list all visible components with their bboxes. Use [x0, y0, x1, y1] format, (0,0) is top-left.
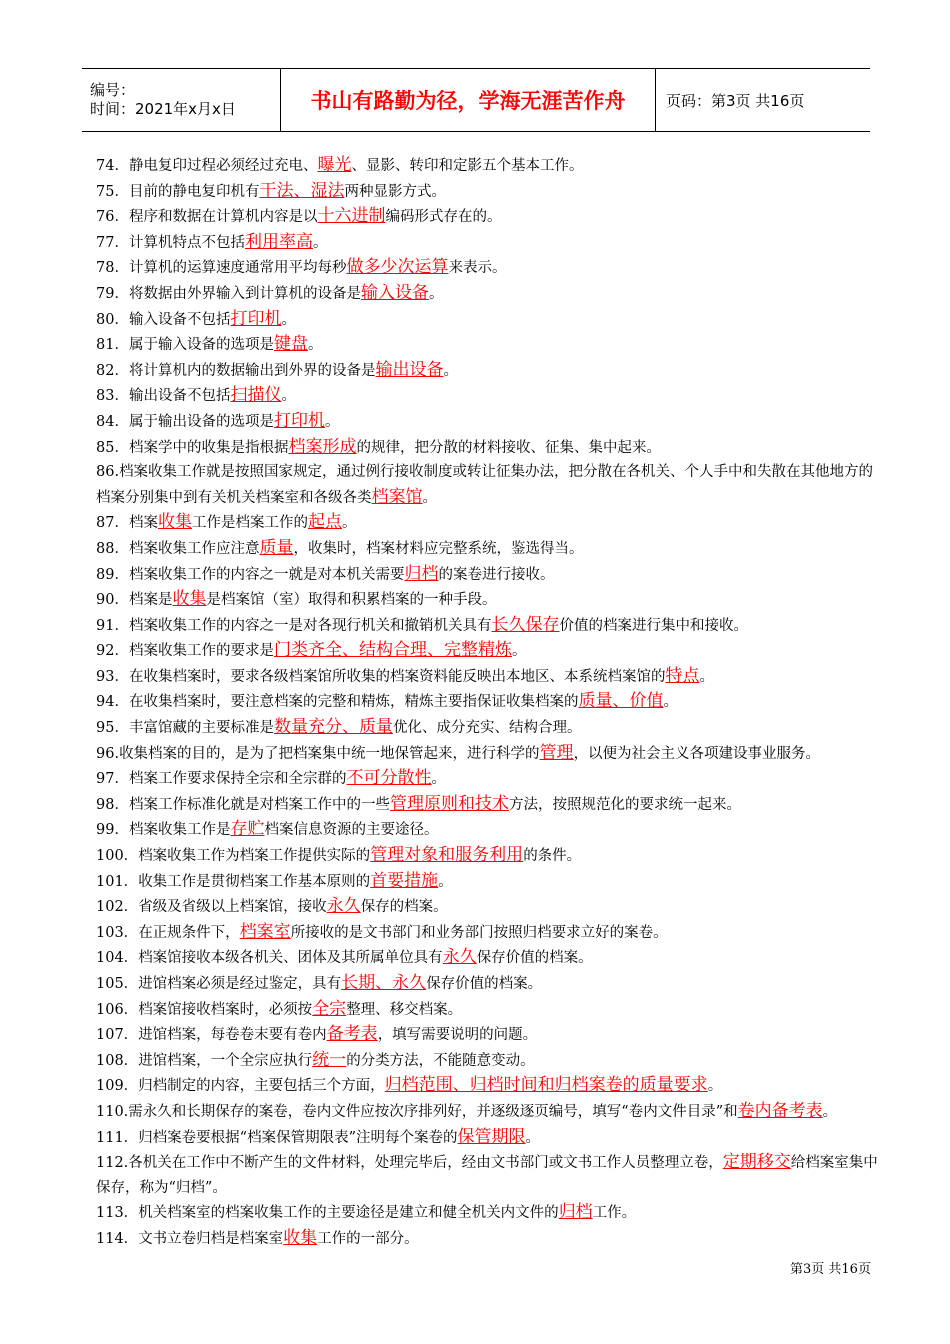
question-line [96, 332, 886, 358]
question-number: 97． [96, 771, 129, 788]
question-text: 省级及省级以上档案馆，接收 [138, 899, 327, 916]
question-text: 保存价值的档案。 [426, 976, 543, 992]
question-text: 计算机的运算速度通常用平均每秒 [128, 260, 347, 277]
answer-text: 输出设备 [375, 359, 444, 380]
question-text: 输出设备不包括 [128, 388, 231, 405]
question-line [96, 1048, 886, 1074]
answer-text: 归档范围、归档时间和归档案卷的质量要求 [384, 1075, 708, 1096]
question-text: 归档案卷要根据“档案保管期限表”注明每个案卷的 [138, 1129, 458, 1146]
answer-text: 管理原则和技术 [389, 793, 509, 814]
question-text: 两种显影方式。 [344, 183, 446, 200]
question-text: 。 [822, 1103, 838, 1120]
question-text: 在收集档案时，要注意档案的完整和精炼，精炼主要指保证收集档案的 [128, 694, 579, 711]
question-line [96, 997, 886, 1023]
question-text: 方法，按照规范化的要求统一起来。 [508, 796, 741, 813]
question-text: 收集工作是贯彻档案工作基本原则的 [138, 873, 371, 890]
answer-text: 不可分散性 [346, 768, 432, 789]
question-number: 99． [96, 822, 129, 839]
question-number: 102． [96, 899, 139, 916]
question-number: 108． [96, 1052, 139, 1069]
question-line [96, 638, 886, 664]
question-text: 的分类方法，不能随意变动。 [346, 1052, 535, 1069]
question-text: 。 [281, 388, 296, 405]
answer-text: 质量 [259, 537, 294, 558]
answer-text: 定期移交 [722, 1152, 791, 1173]
question-line [96, 869, 886, 895]
question-text: 档案收集工作的内容之一就是对本机关需要 [128, 566, 405, 583]
question-number: 95． [96, 720, 129, 737]
question-text: 整理、移交档案。 [346, 1001, 463, 1018]
question-number: 90． [96, 592, 129, 609]
answer-text: 特点 [665, 665, 700, 686]
question-number: 76． [96, 209, 129, 226]
question-number: 75． [96, 183, 129, 200]
answer-text: 卷内备考表 [737, 1100, 823, 1121]
question-number: 101． [96, 873, 139, 890]
question-number: 98． [96, 796, 129, 813]
question-number: 88． [96, 540, 129, 557]
question-number: 111． [96, 1129, 139, 1146]
question-text: 计算机特点不包括 [128, 234, 245, 251]
answer-text: 首要措施 [370, 870, 439, 891]
page-header [82, 68, 870, 132]
question-text: 保存价值的档案。 [476, 950, 593, 967]
question-text: 丰富馆藏的主要标准是 [128, 720, 274, 737]
question-text: 目前的静电复印机有 [128, 183, 260, 200]
question-text: 。 [324, 413, 340, 430]
question-list [96, 153, 886, 1252]
question-line [96, 179, 886, 205]
answer-text: 打印机 [230, 308, 282, 329]
question-line [96, 792, 886, 818]
question-line [96, 281, 886, 307]
question-text: ，收集时，档案材料应完整系统，鉴选得当。 [293, 540, 584, 557]
answer-text: 数量充分、质量 [273, 717, 393, 738]
question-line [96, 383, 886, 409]
question-line [96, 894, 886, 920]
question-line [96, 945, 886, 971]
question-text: 档案信息资源的主要途径。 [264, 822, 439, 839]
question-text: 文书立卷归档是档案室 [138, 1230, 284, 1247]
question-text: 档案工作要求保持全宗和全宗群的 [128, 771, 347, 788]
question-text: 的规律，把分散的材料接收、征集、集中起来。 [356, 439, 661, 456]
answer-text: 长期、永久 [341, 973, 427, 993]
question-text: 档案学中的收集是指根据 [128, 439, 289, 456]
question-text: 工作的一部分。 [317, 1230, 419, 1247]
question-number: 89． [96, 566, 129, 583]
answer-text: 永久 [442, 947, 477, 968]
question-line [96, 307, 886, 333]
question-line [96, 715, 886, 741]
question-text: 档案馆接收本级各机关、团体及其所属单位具有 [138, 950, 443, 967]
question-text: 档案是 [128, 592, 173, 609]
question-line [96, 1200, 886, 1226]
question-line [96, 689, 886, 715]
question-text: 、显影、转印和定影五个基本工作。 [351, 158, 584, 174]
answer-text: 收集 [157, 512, 192, 533]
answer-text: 做多少次运算 [346, 257, 449, 278]
question-text: 编码形式存在的。 [385, 209, 502, 226]
question-text: 所接收的是文书部门和业务部门按照归档要求立好的案卷。 [290, 924, 668, 941]
question-number: 107． [96, 1027, 139, 1044]
question-line [96, 153, 886, 179]
question-text: 程序和数据在计算机内容是以 [128, 209, 318, 226]
question-line [96, 664, 886, 690]
question-text: 档案收集工作应注意 [128, 540, 260, 557]
question-text: 。 [438, 873, 453, 890]
answer-text: 输入设备 [360, 282, 429, 303]
question-line [96, 255, 886, 281]
question-number: 85． [96, 439, 129, 456]
question-text: 优化、成分充实、结构合理。 [392, 720, 582, 737]
question-line [96, 741, 886, 767]
question-number: 82． [96, 362, 129, 379]
question-number: 114． [96, 1230, 139, 1247]
question-text: 输入设备不包括 [128, 311, 231, 328]
question-text: 将计算机内的数据输出到外界的设备是 [128, 362, 376, 379]
question-line [96, 920, 886, 946]
answer-text: 归档 [558, 1202, 593, 1223]
question-number: 79． [96, 285, 129, 302]
question-line [96, 1022, 886, 1048]
question-text: 属于输出设备的选项是 [128, 413, 274, 430]
question-line [96, 817, 886, 843]
question-text: 机关档案室的档案收集工作的主要途径是建立和健全机关内文件的 [138, 1205, 559, 1222]
question-number: 110. [96, 1103, 129, 1120]
answer-text: 曝光 [317, 155, 352, 175]
question-text: ，填写需要说明的问题。 [377, 1027, 538, 1044]
question-text: 在收集档案时，要求各级档案馆所收集的档案资料能反映出本地区、本系统档案馆的 [128, 668, 666, 685]
question-text: 。 [663, 694, 678, 711]
question-line [96, 435, 886, 461]
answer-text: 利用率高 [244, 231, 313, 252]
question-text: 来表示。 [448, 260, 507, 277]
question-text: 。 [443, 362, 458, 379]
answer-text: 管理 [539, 742, 574, 763]
question-text: 进馆档案必须是经过鉴定，具有 [138, 976, 342, 992]
question-line [96, 230, 886, 256]
question-text: 。 [525, 1129, 541, 1146]
question-text: 将数据由外界输入到计算机的设备是 [128, 285, 361, 302]
answer-text: 统一 [312, 1049, 347, 1070]
question-text: 需永久和长期保存的案卷，卷内文件应按次序排列好，并逐级逐页编号，填写“卷内文件目录”和 [128, 1103, 738, 1120]
question-text: 价值的档案进行集中和接收。 [559, 617, 748, 634]
answer-text: 打印机 [273, 410, 325, 431]
answer-text: 档案馆 [371, 486, 423, 507]
question-text: 保存的档案。 [360, 899, 448, 916]
answer-text: 归档 [404, 563, 439, 584]
question-text: 档案工作标准化就是对档案工作中的一些 [128, 796, 390, 813]
answer-text: 档案室 [239, 921, 291, 942]
question-line [96, 358, 886, 384]
question-number: 96. [96, 745, 120, 762]
question-text: 。 [281, 311, 296, 328]
question-text: 。 [699, 668, 714, 685]
header-meta [82, 69, 281, 131]
question-text: 档案收集工作为档案工作提供实际的 [138, 848, 371, 865]
question-line [96, 971, 886, 997]
question-text: 档案 [128, 515, 158, 532]
header-motto: 书山有路勤为径，学海无涯苦作舟 [281, 69, 656, 131]
question-line [96, 1226, 886, 1252]
question-text: 是档案馆（室）取得和积累档案的一种手段。 [206, 592, 497, 609]
question-text: 工作是档案工作的 [191, 515, 308, 532]
answer-text: 干法、湿法 [259, 180, 345, 201]
question-line [96, 204, 886, 230]
question-number: 81． [96, 337, 129, 354]
question-number: 92． [96, 643, 129, 660]
question-number: 105． [96, 976, 139, 992]
answer-text: 起点 [307, 512, 342, 533]
answer-text: 门类齐全、结构合理、完整精炼 [273, 640, 512, 661]
question-number: 78． [96, 260, 129, 277]
question-text: 的条件。 [523, 848, 582, 865]
question-text: 工作。 [592, 1205, 637, 1222]
question-number: 113． [96, 1205, 139, 1222]
question-text: 进馆档案，一个全宗应执行 [138, 1052, 313, 1069]
document-number-label: 编号： [90, 81, 136, 99]
question-text: 。 [341, 515, 357, 532]
question-number: 84． [96, 413, 129, 430]
question-text: 。 [312, 234, 328, 251]
question-number: 100． [96, 848, 139, 865]
question-text: 静电复印过程必须经过充电、 [128, 158, 318, 174]
question-text: 进馆档案，每卷卷末要有卷内 [138, 1027, 327, 1044]
question-number: 112. [96, 1155, 129, 1172]
question-text: 。 [428, 285, 444, 302]
answer-text: 扫描仪 [230, 385, 282, 406]
question-line [96, 536, 886, 562]
answer-text: 备考表 [326, 1024, 378, 1045]
question-text: 。 [431, 771, 446, 788]
answer-text: 收集 [283, 1227, 318, 1248]
answer-text: 永久 [326, 896, 361, 917]
question-line [96, 409, 886, 435]
question-text: 。 [307, 337, 323, 354]
question-line [96, 460, 886, 510]
question-line [96, 1150, 886, 1200]
question-text: 。 [707, 1078, 723, 1095]
question-number: 103． [96, 924, 139, 941]
question-text: 档案收集工作就是按照国家规定，通过例行接收制度或转让征集办法，把分散在各机关、个人手中和失散在其他地方的档案分别集中到有关机关档案室和各级各类 [96, 464, 874, 506]
question-text: 属于输入设备的选项是 [128, 337, 274, 354]
question-line [96, 510, 886, 536]
question-number: 77． [96, 234, 129, 251]
question-number: 104． [96, 950, 139, 967]
question-text: ，以便为社会主义各项建设事业服务。 [573, 745, 821, 762]
question-text: 档案收集工作的要求是 [128, 643, 274, 660]
question-text: 收集档案的目的，是为了把档案集中统一地保管起来，进行科学的 [119, 745, 540, 762]
answer-text: 长久保存 [491, 614, 560, 635]
question-line [96, 1073, 886, 1099]
question-number: 86. [96, 464, 120, 481]
question-text: 档案馆接收档案时，必须按 [138, 1001, 313, 1018]
question-line [96, 843, 886, 869]
answer-text: 十六进制 [317, 206, 386, 227]
answer-text: 全宗 [312, 998, 347, 1019]
question-line [96, 613, 886, 639]
question-text: 在正规条件下， [138, 924, 240, 941]
question-number: 74． [96, 158, 129, 174]
question-number: 83． [96, 388, 129, 405]
question-line [96, 1125, 886, 1151]
question-line [96, 1099, 886, 1125]
question-text: 归档制定的内容，主要包括三个方面， [138, 1078, 385, 1095]
answer-text: 档案形成 [288, 436, 357, 457]
question-number: 80． [96, 311, 129, 328]
question-line [96, 562, 886, 588]
header-page-number: 页码：第3页 共16页 [666, 91, 805, 110]
answer-text: 收集 [172, 589, 207, 610]
question-text: 的案卷进行接收。 [438, 566, 555, 583]
page-footer: 第3页 共16页 [790, 1262, 871, 1277]
question-text: 档案收集工作的内容之一是对各现行机关和撤销机关具有 [128, 617, 492, 634]
answer-text: 保管期限 [457, 1126, 526, 1147]
question-line [96, 766, 886, 792]
question-number: 91． [96, 617, 129, 634]
answer-text: 存贮 [230, 819, 265, 840]
document-date-label: 时间：2021年x月x日 [90, 100, 236, 118]
question-number: 94． [96, 694, 129, 711]
question-text: 各机关在工作中不断产生的文件材料，处理完毕后，经由文书部门或文书工作人员整理立卷， [128, 1155, 723, 1172]
question-number: 106． [96, 1001, 139, 1018]
question-text: 档案收集工作是 [128, 822, 231, 839]
question-number: 87． [96, 515, 129, 532]
question-number: 109． [96, 1078, 139, 1095]
answer-text: 键盘 [273, 334, 308, 355]
answer-text: 质量、价值 [578, 691, 664, 712]
question-text: 。 [422, 489, 437, 506]
question-text: 。 [511, 643, 527, 660]
question-text: 给档案室集中保存，称为“归档”。 [96, 1155, 878, 1196]
answer-text: 管理对象和服务利用 [370, 845, 524, 866]
question-line [96, 587, 886, 613]
question-number: 93． [96, 668, 129, 685]
